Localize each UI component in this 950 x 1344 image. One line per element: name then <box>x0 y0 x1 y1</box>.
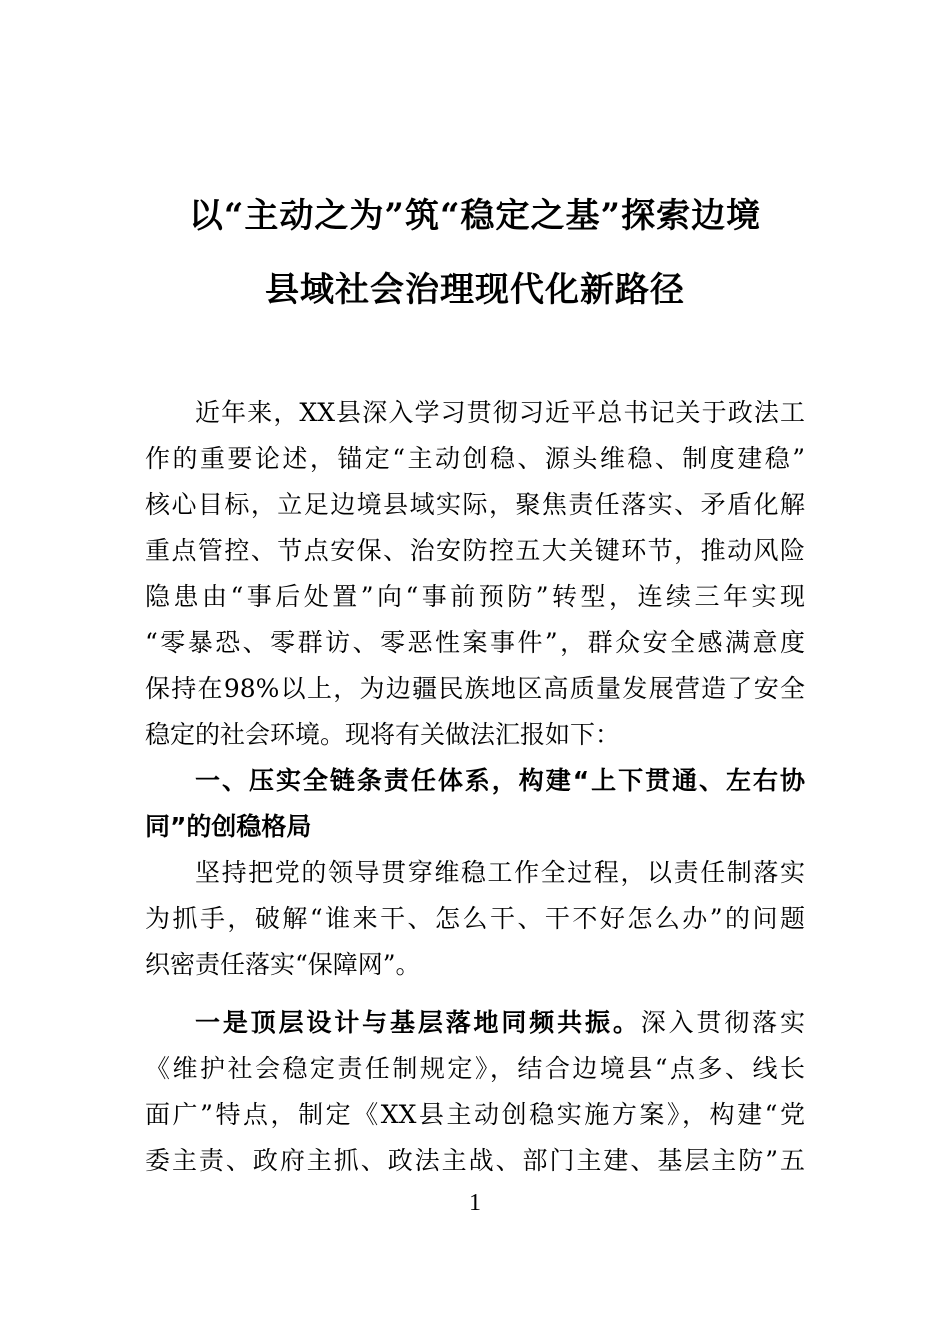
paragraph-line: 重点管控、节点安保、治安防控五大关键环节，推动风险 <box>145 536 805 565</box>
paragraph-line: 面广”特点，制定《XX县主动创稳实施方案》，构建“党 <box>145 1100 805 1129</box>
paragraph-line: 坚持把党的领导贯穿维稳工作全过程，以责任制落实 <box>195 858 805 887</box>
document-body <box>145 390 805 1184</box>
paragraph-spacer <box>145 988 805 1000</box>
paragraph-line: 近年来，XX县深入学习贯彻习近平总书记关于政法工 <box>195 398 805 427</box>
paragraph-line: 核心目标，立足边境县域实际，聚焦责任落实、矛盾化解 <box>145 490 805 519</box>
point-lead: 一是顶层设计与基层落地同频共振。 <box>195 1008 641 1037</box>
paragraph-line: 稳定的社会环境。现将有关做法汇报如下： <box>145 720 621 749</box>
point-1-paragraph <box>145 1000 805 1184</box>
document-title-line-1: 以“主动之为”筑“稳定之基”探索边境 <box>188 196 762 236</box>
section-heading-line: 同”的创稳格局 <box>145 812 312 841</box>
paragraph-line: 保持在98%以上，为边疆民族地区高质量发展营造了安全 <box>145 674 805 703</box>
paragraph-line: 委主责、政府主抓、政法主战、部门主建、基层主防”五 <box>145 1146 805 1175</box>
paragraph-line: 为抓手，破解“谁来干、怎么干、干不好怎么办”的问题 <box>145 904 805 933</box>
paragraph-line: 《维护社会稳定责任制规定》，结合边境县“点多、线长 <box>145 1054 805 1083</box>
paragraph-line <box>145 1000 805 1046</box>
section-heading-line: 一、压实全链条责任体系，构建“上下贯通、左右协 <box>195 766 805 795</box>
intro-paragraph <box>145 390 805 758</box>
point-text: 深入贯彻落实 <box>640 1008 805 1037</box>
section-1-heading <box>145 758 805 850</box>
paragraph-line: “零暴恐、零群访、零恶性案事件”，群众安全感满意度 <box>145 628 805 657</box>
paragraph-line: 作的重要论述，锚定“主动创稳、源头维稳、制度建稳” <box>145 444 805 473</box>
section-1-paragraph <box>145 850 805 988</box>
paragraph-line: 织密责任落实“保障网”。 <box>145 950 421 979</box>
page-number: 1 <box>469 1190 481 1216</box>
document-title-line-2: 县域社会治理现代化新路径 <box>265 270 685 310</box>
paragraph-line: 隐患由“事后处置”向“事前预防”转型，连续三年实现 <box>145 582 805 611</box>
